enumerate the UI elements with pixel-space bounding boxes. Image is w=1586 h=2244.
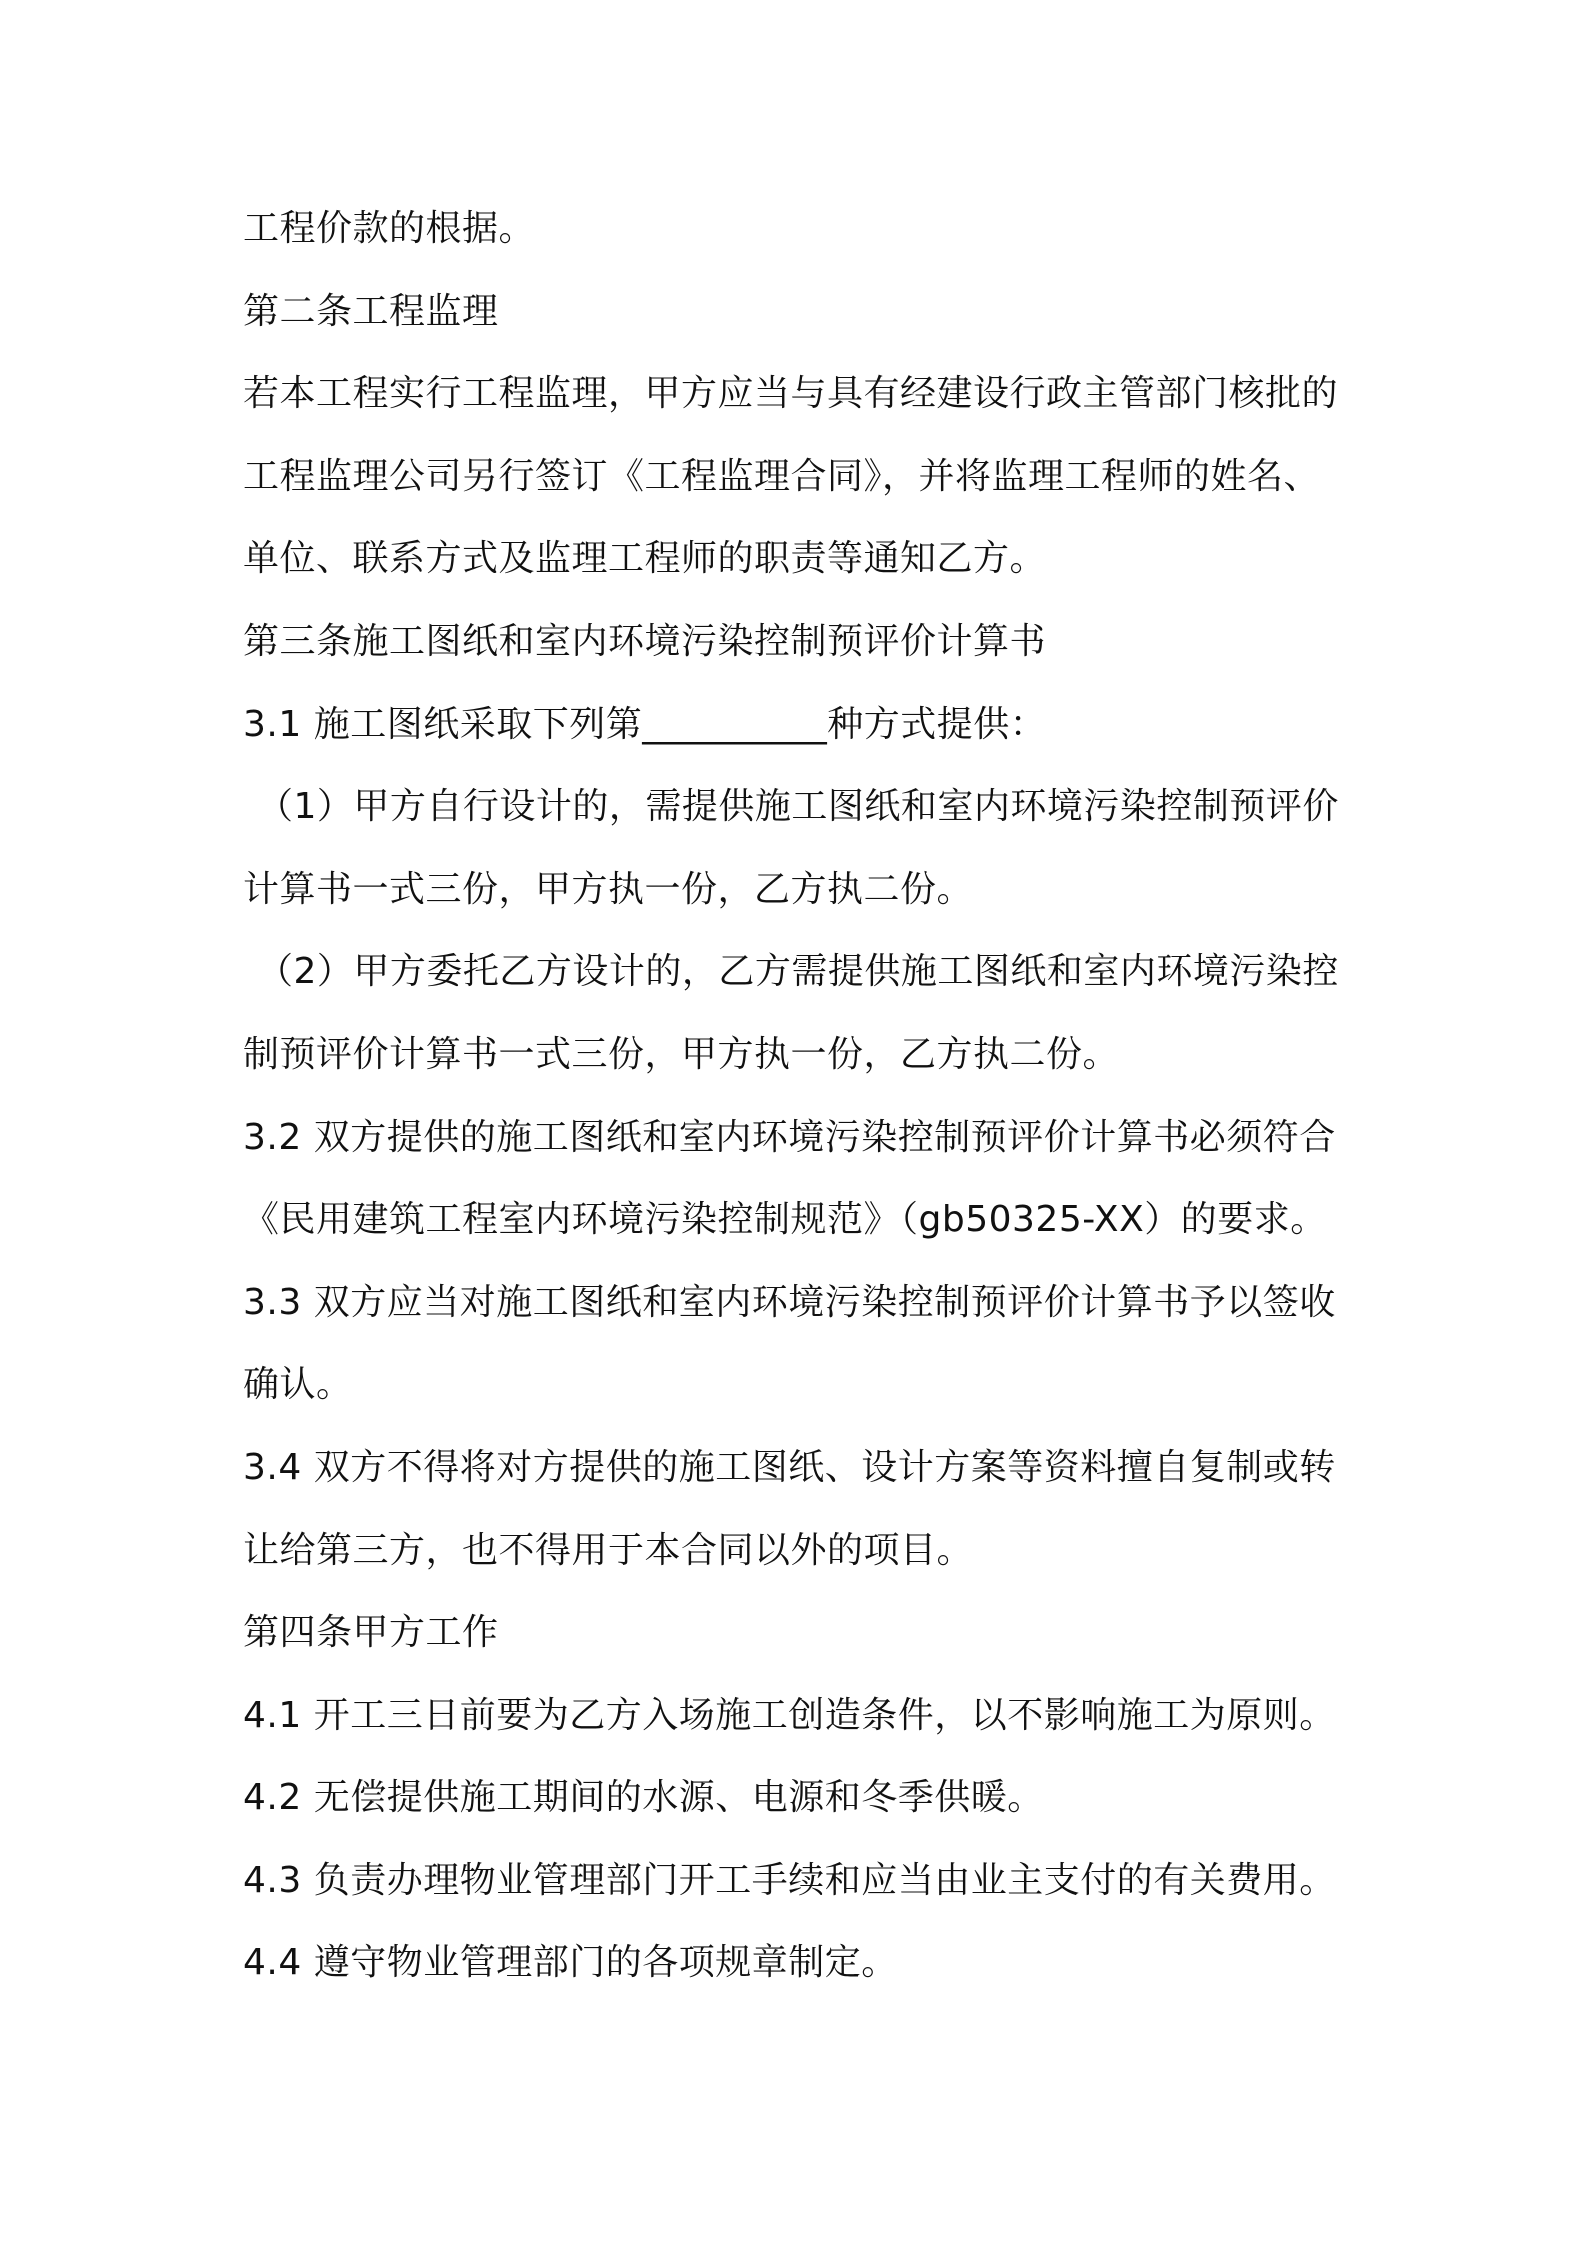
clause-3-3: 3.3 双方应当对施工图纸和室内环境污染控制预评价计算书予以签收 [243,1281,1336,1323]
clause-3-1-item-1: （1）甲方自行设计的，需提供施工图纸和室内环境污染控制预评价 [257,786,1339,828]
body-text-line: 确认。 [243,1364,353,1406]
body-text-line: 若本工程实行工程监理，甲方应当与具有经建设行政主管部门核批的 [243,373,1339,415]
body-text-line: 制预评价计算书一式三份，甲方执一份，乙方执二份。 [243,1033,1120,1075]
clause-4-4: 4.4 遵守物业管理部门的各项规章制定。 [243,1942,898,1984]
body-text-line: 单位、联系方式及监理工程师的职责等通知乙方。 [243,538,1047,580]
document-body [243,203,1363,2020]
clause-4-1: 4.1 开工三日前要为乙方入场施工创造条件，以不影响施工为原则。 [243,1694,1336,1736]
body-text-line: 让给第三方，也不得用于本合同以外的项目。 [243,1529,974,1571]
body-text-line: 工程价款的根据。 [243,208,536,249]
section-heading-article-2: 第二条工程监理 [243,290,499,332]
clause-4-3: 4.3 负责办理物业管理部门开工手续和应当由业主支付的有关费用。 [243,1859,1336,1901]
clause-3-4: 3.4 双方不得将对方提供的施工图纸、设计方案等资料擅自复制或转 [243,1446,1336,1488]
clause-3-1: 3.1 施工图纸采取下列第__________种方式提供： [243,703,1047,745]
clause-3-1-item-2: （2）甲方委托乙方设计的，乙方需提供施工图纸和室内环境污染控 [257,951,1339,993]
body-text-line: 《民用建筑工程室内环境污染控制规范》（gb50325-XX）的要求。 [243,1199,1327,1241]
clause-4-2: 4.2 无偿提供施工期间的水源、电源和冬季供暖。 [243,1777,1044,1819]
body-text-line: 工程监理公司另行签订《工程监理合同》，并将监理工程师的姓名、 [243,455,1321,497]
section-heading-article-4: 第四条甲方工作 [243,1612,499,1654]
clause-3-2: 3.2 双方提供的施工图纸和室内环境污染控制预评价计算书必须符合 [243,1116,1336,1158]
body-text-line: 计算书一式三份，甲方执一份，乙方执二份。 [243,868,974,910]
section-heading-article-3: 第三条施工图纸和室内环境污染控制预评价计算书 [243,620,1047,662]
